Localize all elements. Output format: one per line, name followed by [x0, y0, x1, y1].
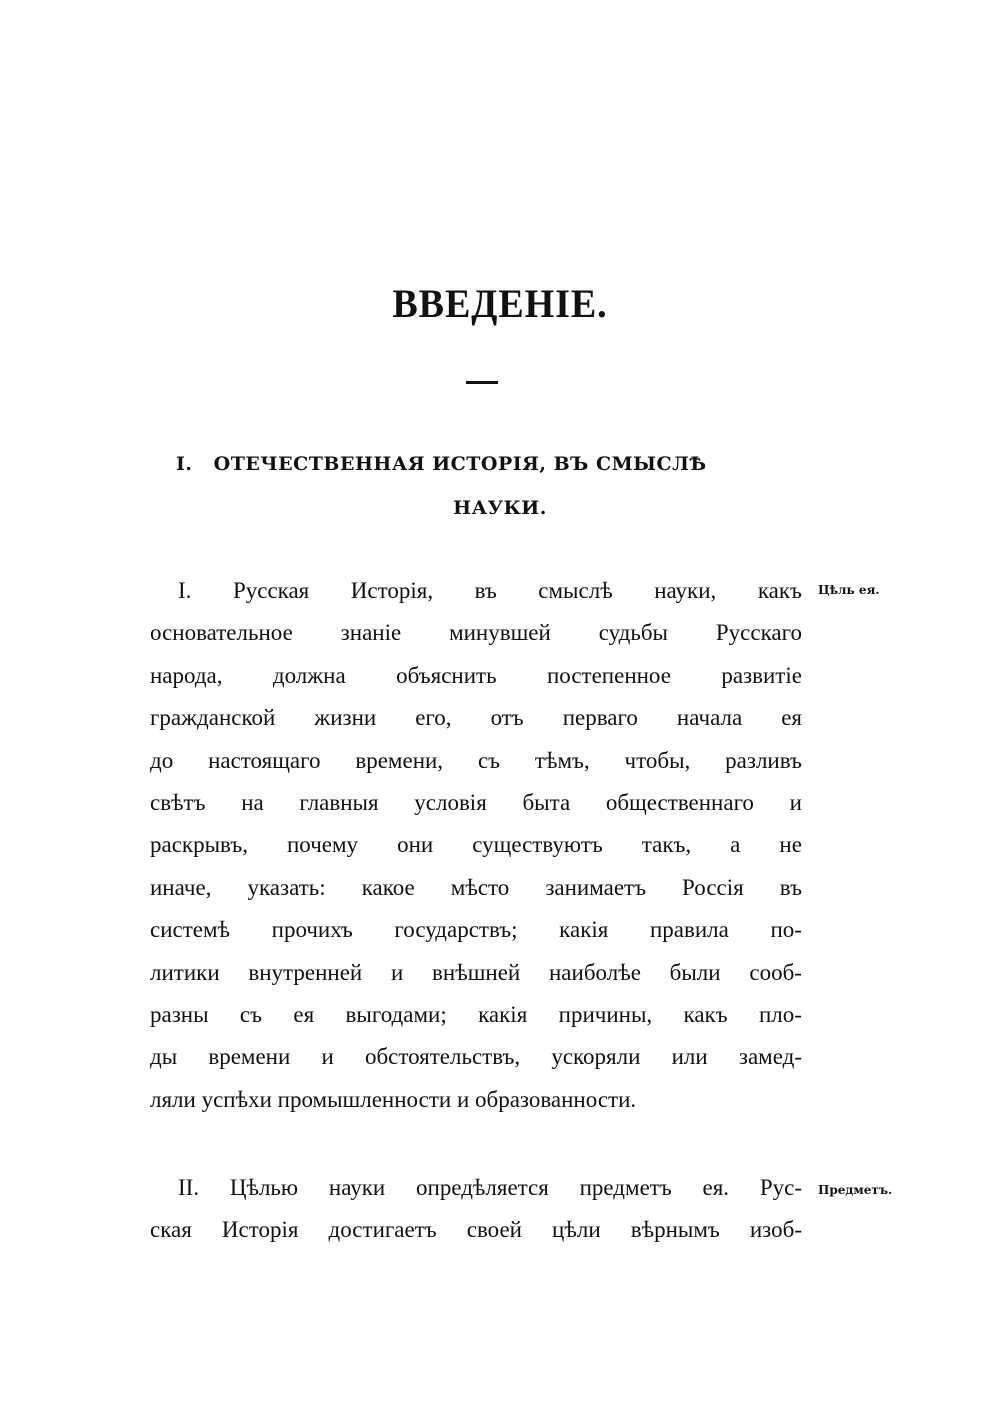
- text-line: основательное знаніе минувшей судьбы Русскаго: [150, 620, 802, 646]
- text-line: ды времени и обстоятельствъ, ускоряли или замед-: [150, 1044, 802, 1070]
- text-line: системѣ прочихъ государствъ; какія правила по-: [150, 917, 802, 943]
- text-line: народа, должна объяснить постепенное развитіе: [150, 662, 802, 688]
- section-heading-line1: [176, 453, 707, 475]
- text-line: ляли успѣхи промышленности и образованности.: [150, 1086, 637, 1112]
- text-line: до настоящаго времени, съ тѣмъ, чтобы, разливъ: [150, 747, 802, 773]
- section-title: ОТЕЧЕСТВЕННАЯ ИСТОРІЯ, ВЪ СМЫСЛѢ: [213, 453, 707, 475]
- title-divider: [466, 381, 498, 384]
- text-line: раскрывъ, почему они существуютъ такъ, а не: [150, 832, 802, 858]
- text-line: ская Исторія достигаетъ своей цѣли вѣрнымъ изоб-: [150, 1217, 802, 1243]
- text-line: иначе, указать: какое мѣсто занимаетъ Россія въ: [150, 874, 802, 900]
- text-line: гражданской жизни его, отъ перваго начала ея: [150, 705, 802, 731]
- section-number: I.: [176, 453, 193, 475]
- paragraph-1: [150, 570, 802, 1121]
- chapter-title: ВВЕДЕНІЕ.: [392, 281, 608, 326]
- text-line: разны съ ея выгодами; какія причины, какъ пло-: [150, 1001, 802, 1027]
- margin-note-goal: Цѣль ея.: [818, 583, 880, 597]
- text-line: I. Русская Исторія, въ смыслѣ науки, какъ: [178, 578, 802, 603]
- text-line: II. Цѣлью науки опредѣляется предметъ ея. Рус-: [178, 1175, 802, 1200]
- section-heading-line2: НАУКИ.: [453, 497, 547, 519]
- text-line: свѣтъ на главныя условія быта общественнаго и: [150, 789, 802, 815]
- paragraph-2: [150, 1167, 802, 1252]
- margin-note-subject: Предметъ.: [818, 1183, 893, 1197]
- text-line: литики внутренней и внѣшней наиболѣе были сооб-: [150, 959, 802, 985]
